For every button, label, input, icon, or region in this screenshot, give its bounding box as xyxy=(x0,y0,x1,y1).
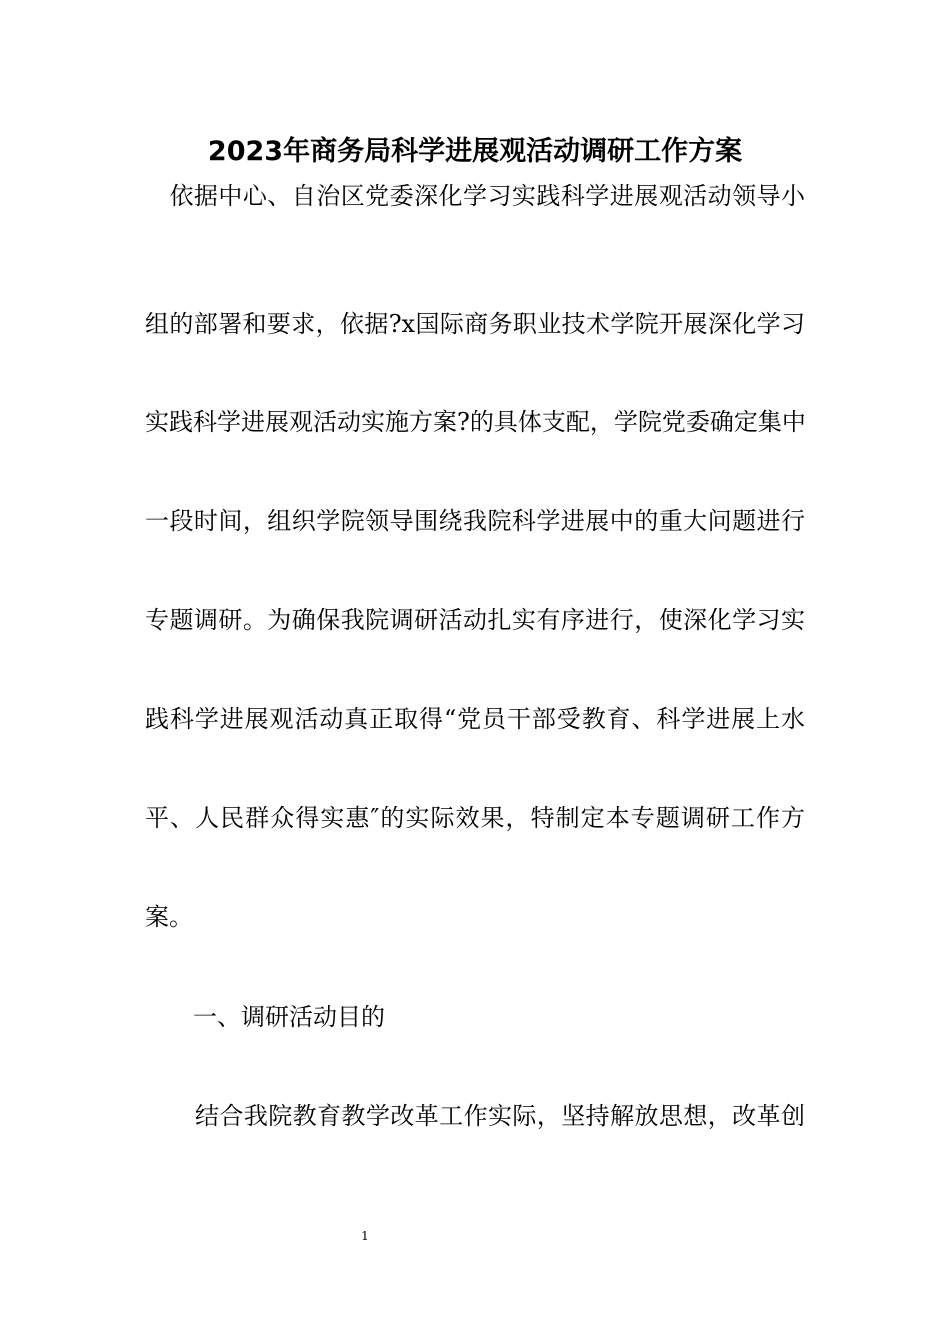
paragraph-line: 一段时间，组织学院领导围绕我院科学进展中的重大问题进行 xyxy=(145,507,805,535)
paragraph-line: 实践科学进展观活动实施方案?的具体支配，学院党委确定集中 xyxy=(145,408,806,436)
document-title: 2023年商务局科学进展观活动调研工作方案 xyxy=(207,136,743,167)
paragraph-line: 平、人民群众得实惠″的实际效果，特制定本专题调研工作方 xyxy=(145,804,805,832)
paragraph-line: 案。 xyxy=(145,903,193,931)
page-number: 1 xyxy=(361,1229,369,1243)
paragraph-line: 专题调研。为确保我院调研活动扎实有序进行，使深化学习实 xyxy=(145,606,805,634)
paragraph-line: 依据中心、自治区党委深化学习实践科学进展观活动领导小 xyxy=(145,182,805,210)
paragraph-line: 组的部署和要求，依据?x国际商务职业技术学院开展深化学习 xyxy=(145,310,805,338)
paragraph-line: 践科学进展观活动真正取得“党员干部受教育、科学进展上水 xyxy=(145,705,805,733)
section-heading: 一、调研活动目的 xyxy=(193,1003,385,1031)
paragraph-line: 结合我院教育教学改革工作实际，坚持解放思想，改革创 xyxy=(195,1102,805,1130)
